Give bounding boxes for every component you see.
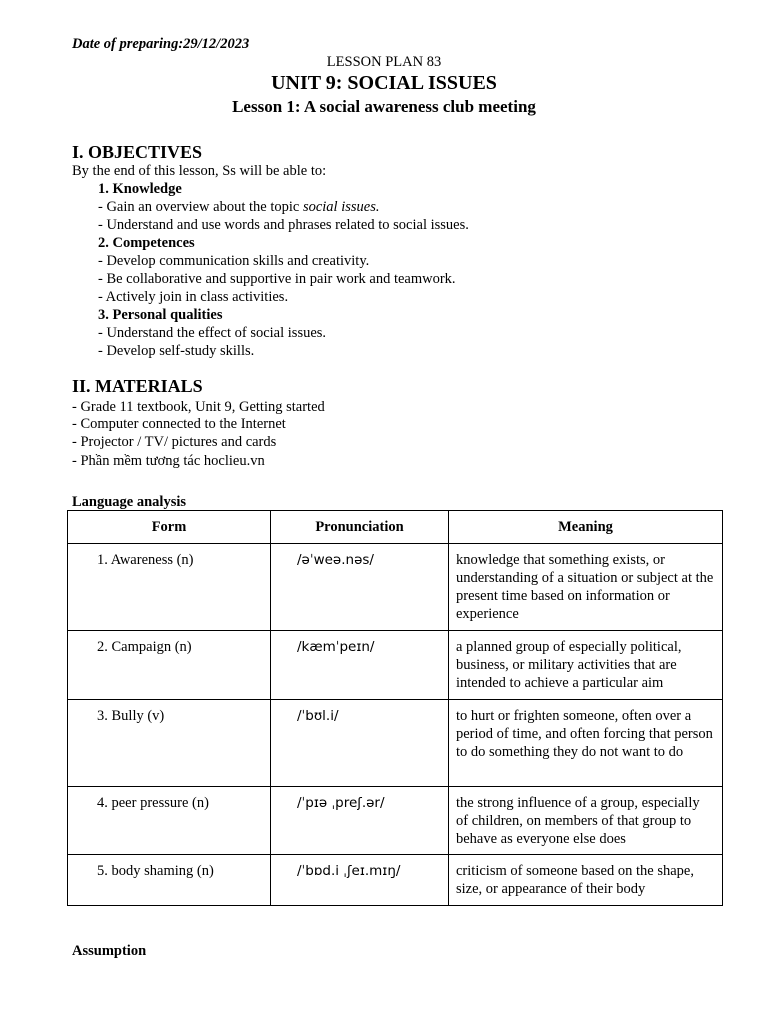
assumption-heading: Assumption <box>72 943 147 959</box>
lesson-title: Lesson 1: A social awareness club meeting <box>232 97 536 116</box>
material-item: - Projector / TV/ pictures and cards <box>72 434 277 450</box>
preparation-date: Date of preparing:29/12/2023 <box>72 36 250 52</box>
meaning-cell: the strong influence of a group, especially of children, on members of that group to behave as everyone else does <box>449 787 723 855</box>
meaning-cell: criticism of someone based on the shape, size, or appearance of their body <box>449 855 723 906</box>
column-header-meaning: Meaning <box>449 511 723 544</box>
column-header-form: Form <box>68 511 271 544</box>
knowledge-item-2: - Understand and use words and phrases related to social issues. <box>98 217 469 233</box>
knowledge-title: 1. Knowledge <box>98 181 182 197</box>
material-item: - Phần mềm tương tác hoclieu.vn <box>72 453 265 469</box>
pronunciation-cell: /kæmˈpeɪn/ <box>297 639 375 655</box>
pronunciation-cell: /ˈpɪə ˌpreʃ.ər/ <box>297 795 385 811</box>
knowledge-item-1-prefix: - Gain an overview about the topic <box>98 199 303 215</box>
form-cell: 2. Campaign (n) <box>68 631 271 700</box>
objectives-heading: I. OBJECTIVES <box>72 142 203 162</box>
meaning-cell: to hurt or frighten someone, often over a period of time, and often forcing that person to do something they do not want to do <box>449 700 723 787</box>
qualities-title: 3. Personal qualities <box>98 307 223 323</box>
language-analysis-heading: Language analysis <box>72 494 187 510</box>
pronunciation-cell: /ˈbɒd.i ˌʃeɪ.mɪŋ/ <box>297 863 401 879</box>
material-item: - Grade 11 textbook, Unit 9, Getting started <box>72 399 325 415</box>
table-row <box>68 631 723 700</box>
competence-item: - Actively join in class activities. <box>98 289 289 305</box>
pronunciation-cell: /ˈbʊl.i/ <box>297 708 339 724</box>
form-cell: 1. Awareness (n) <box>68 544 271 631</box>
competence-item: - Develop communication skills and creativity. <box>98 253 370 269</box>
column-header-pronunciation: Pronunciation <box>271 511 449 544</box>
quality-item: - Understand the effect of social issues. <box>98 325 327 341</box>
table-row <box>68 855 723 906</box>
competence-item: - Be collaborative and supportive in pair work and teamwork. <box>98 271 456 287</box>
lesson-plan-number: LESSON PLAN 83 <box>326 54 442 70</box>
materials-heading: II. MATERIALS <box>72 376 203 396</box>
table-row <box>68 787 723 855</box>
table-row <box>68 700 723 787</box>
knowledge-item-1 <box>98 198 379 216</box>
table-row <box>68 544 723 631</box>
form-cell: 4. peer pressure (n) <box>68 787 271 855</box>
meaning-cell: knowledge that something exists, or understanding of a situation or subject at the present time based on information or experience <box>449 544 723 631</box>
pronunciation-cell: /əˈweə.nəs/ <box>297 552 374 568</box>
form-cell: 5. body shaming (n) <box>68 855 271 906</box>
quality-item: - Develop self-study skills. <box>98 343 255 359</box>
table-header-row <box>68 511 723 544</box>
language-analysis-table <box>67 510 723 906</box>
material-item: - Computer connected to the Internet <box>72 416 286 432</box>
competences-title: 2. Competences <box>98 235 195 251</box>
form-cell: 3. Bully (v) <box>68 700 271 787</box>
unit-title: UNIT 9: SOCIAL ISSUES <box>271 72 497 94</box>
knowledge-item-1-topic: social issues. <box>302 199 380 215</box>
meaning-cell: a planned group of especially political, business, or military activities that are intended to achieve a particular aim <box>449 631 723 700</box>
objectives-intro: By the end of this lesson, Ss will be able to: <box>72 163 327 179</box>
